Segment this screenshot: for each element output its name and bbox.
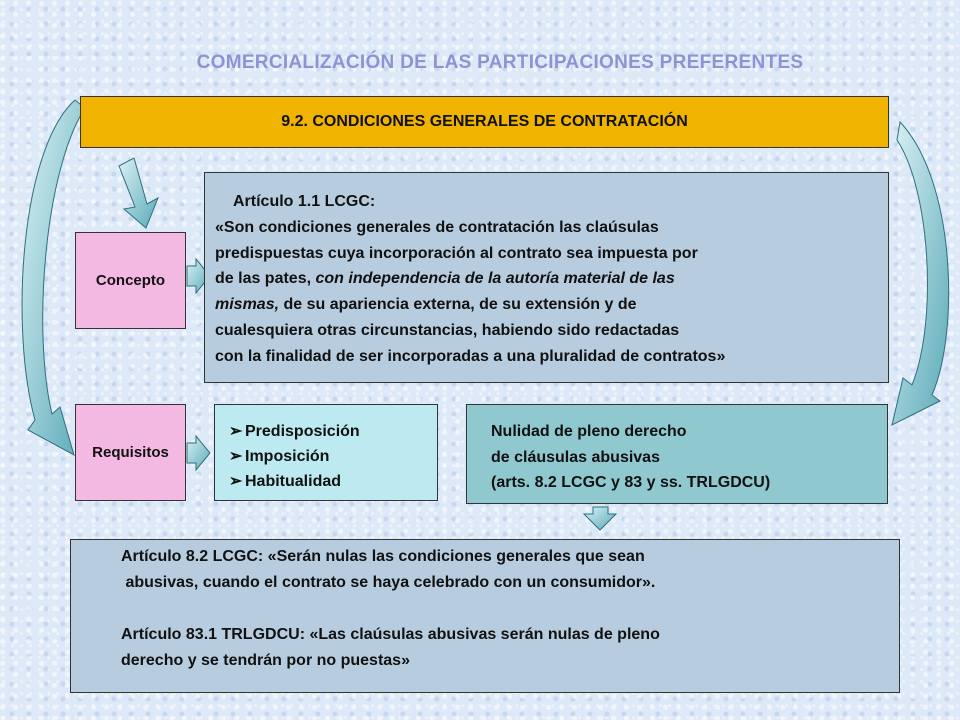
bullet-arrow-icon: ➢ (229, 423, 243, 440)
concept-label-box (75, 232, 186, 329)
reference-line: Artículo 83.1 TRLGDCU: «Las claúsulas abusivas serán nulas de pleno (121, 626, 660, 643)
list-item-text: Habitualidad (245, 473, 342, 490)
reference-line: abusivas, cuando el contrato se haya celebrado con un consumidor». (121, 574, 656, 591)
nullity-to-bottom-arrow (584, 507, 616, 530)
article-line: con la finalidad de ser incorporadas a una pluralidad de contratos» (215, 347, 726, 365)
article-heading: Artículo 1.1 LCGC: (233, 193, 376, 210)
requirements-label: Requisitos (92, 444, 169, 461)
page-title: COMERCIALIZACIÓN DE LAS PARTICIPACIONES PREFERENTES (196, 52, 804, 73)
list-item (229, 444, 437, 469)
requirements-label-box (75, 404, 186, 501)
article-line-part: de su apariencia externa, de su extensión y de (279, 296, 637, 314)
article-line: cualesquiera otras circunstancias, habiendo sido redactadas (215, 321, 680, 339)
legal-references-box (70, 539, 900, 693)
nullity-box (466, 404, 888, 504)
bullet-arrow-icon: ➢ (229, 473, 243, 490)
requisites-list (214, 404, 438, 501)
list-item-text: Predisposición (245, 423, 360, 440)
article-italic-text: mismas, (215, 296, 280, 314)
nullity-line: (arts. 8.2 LCGC y 83 y ss. TRLGDCU) (491, 474, 771, 491)
article-definition-box (204, 172, 889, 383)
article-italic-text: con independencia de la autoría material de las (315, 270, 675, 288)
list-item-text: Imposición (245, 448, 330, 465)
list-item (229, 469, 437, 494)
section-header (80, 96, 889, 148)
requirements-to-list-arrow (187, 436, 210, 470)
bullet-arrow-icon: ➢ (229, 448, 243, 465)
right-curved-arrow (892, 122, 949, 425)
section-header-text: 9.2. CONDICIONES GENERALES DE CONTRATACIÓN (281, 113, 688, 130)
concept-label: Concepto (95, 272, 166, 289)
article-line: «Son condiciones generales de contratación las claúsulas (215, 218, 659, 236)
article-line-part: de las pates, (215, 270, 316, 288)
article-line: predispuestas cuya incorporación al contrato sea impuesta por (215, 244, 698, 262)
spacer (121, 596, 899, 622)
reference-line: derecho y se tendrán por no puestas» (121, 652, 410, 669)
list-item (229, 419, 437, 444)
header-to-concept-arrow (119, 158, 158, 228)
article-line (215, 292, 882, 318)
nullity-line: Nulidad de pleno derecho (491, 423, 687, 440)
article-line (215, 266, 882, 292)
reference-line: Artículo 8.2 LCGC: «Serán nulas las condiciones generales que sean (121, 548, 645, 565)
nullity-line: de cláusulas abusivas (491, 448, 660, 466)
